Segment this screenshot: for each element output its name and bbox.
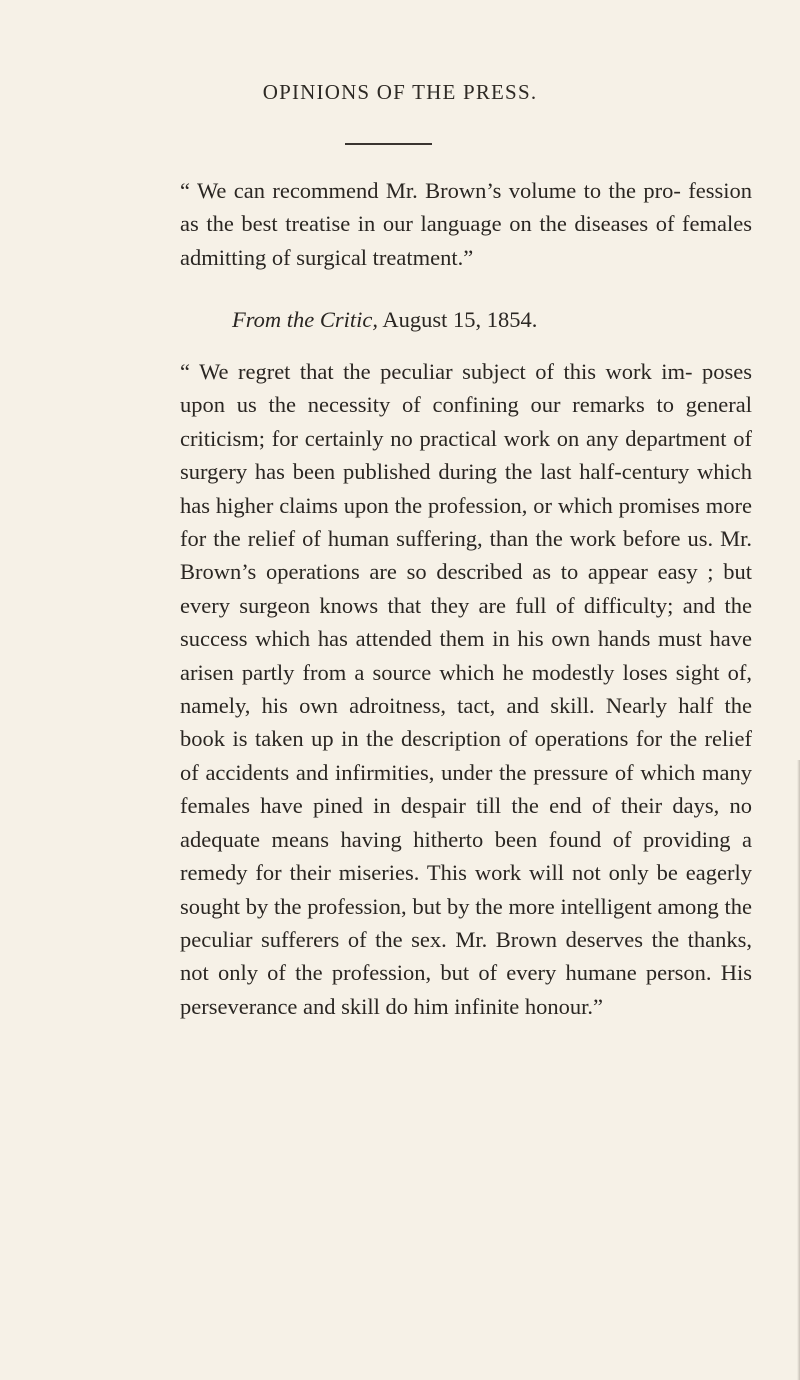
quote-source [0, 303, 800, 336]
page-title: OPINIONS OF THE PRESS. [262, 80, 538, 104]
source-date: August 15, 1854. [382, 307, 538, 332]
title-divider [345, 143, 432, 145]
press-quote-first: “ We can recommend Mr. Brown’s volume to the pro- fession as the best treatise in our language on the diseases of females admitting of surgical treatment.” [180, 178, 752, 270]
source-publication: From the Critic, [232, 307, 379, 332]
press-quote-second: “ We regret that the peculiar subject of this work im- poses upon us the necessity of confining our remarks to general criticism; for certainly no practical work on any department of surgery has been published during the last half-century which has higher claims upon the profession, or which promises more for the relief of human suffering, than the work before us. Mr. Brown’s operations are so described as to appear easy ; but every surgeon knows that they are full of difficulty; and the success which has attended them in his own hands must have arisen partly from a source which he modestly loses sight of, namely, his own adroitness, tact, and skill. Nearly half the book is taken up in the description of operations for the relief of accidents and infirmities, under the pressure of which many females have pined in despair till the end of their days, no adequate means having hitherto been found of providing a remedy for their miseries. This work will not only be eagerly sought by the profession, but by the more intelligent among the peculiar sufferers of the sex. Mr. Brown deserves the thanks, not only of the profession, but of every humane person. His perseverance and skill do him infinite honour.” [180, 359, 752, 1019]
